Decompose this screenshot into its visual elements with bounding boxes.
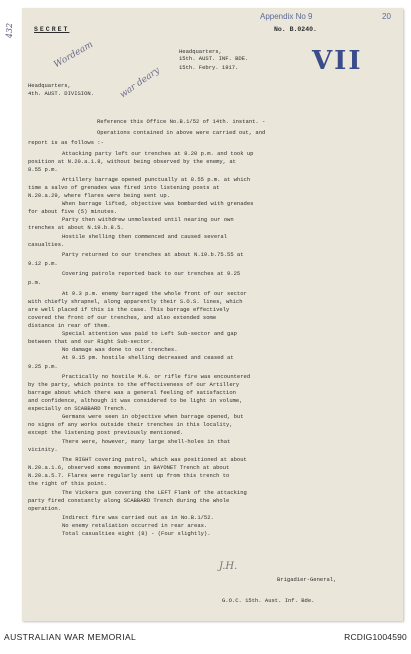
body-line: except the listening post previously mentioned.: [28, 429, 184, 436]
body-line: When barrage lifted, objective was bombarded with grenades: [62, 200, 254, 207]
body-line: 8.55 p.m.: [28, 166, 58, 173]
body-line: The Vickers gun covering the LEFT Flank of the attacking: [62, 489, 247, 496]
body-line: At 9.3 p.m. enemy barraged the whole front of our sector: [62, 290, 247, 297]
body-line: and confidence, although it was considered to be light in volume,: [28, 397, 243, 404]
body-line: barrage about which there was a general feeling of satisfaction: [28, 389, 236, 396]
body-line: trenches at about N.19.b.8.5.: [28, 224, 124, 231]
body-line: Artillery barrage opened punctually at 8.55 p.m. at which: [62, 176, 251, 183]
body-line: covered the front of our trenches, and also extended some: [28, 314, 217, 321]
body-line: At 9.15 pm. hostile shelling decreased and ceased at: [62, 354, 234, 361]
margin-number: 432: [5, 22, 15, 39]
body-line: time a salvo of grenades was fired into listening posts at: [28, 184, 220, 191]
from-line-3: 15th. Febry. 1917.: [179, 64, 239, 71]
signature-initials: J.H.: [219, 561, 238, 572]
body-line: 9.25 p.m.: [28, 363, 58, 370]
body-line: Special attention was paid to Left Sub-sector and gap: [62, 330, 237, 337]
body-line: especially on SCABBARD Trench.: [28, 405, 128, 412]
signature-position: G.O.C. 15th. Aust. Inf. Bde.: [222, 597, 315, 604]
body-line: p.m.: [28, 279, 42, 286]
body-line: Party returned to our trenches at about N.19.b.75.55 at: [62, 251, 244, 258]
body-line: N.20.a.29, where flares were being sent up.: [28, 192, 170, 199]
from-line-2: 15th. AUST. INF. BDE.: [179, 55, 249, 62]
from-line-1: Headquarters,: [179, 48, 222, 55]
body-line: between that and our Right Sub-sector.: [28, 338, 154, 345]
body-line: Reference this Office No.B.1/52 of 14th. instant. -: [97, 118, 266, 125]
handwritten-note-2: war deary: [118, 65, 162, 101]
body-line: for about five (5) minutes.: [28, 208, 118, 215]
body-line: Hostile shelling then commenced and caused several: [62, 233, 228, 240]
body-line: vicinity.: [28, 446, 58, 453]
body-line: No damage was done to our trenches.: [62, 346, 178, 353]
body-line: by the party, which points to the effectiveness of our Artillery: [28, 381, 240, 388]
archive-footer: [0, 624, 411, 654]
archive-name: AUSTRALIAN WAR MEMORIAL: [4, 632, 137, 642]
to-line-2: 4th. AUST. DIVISION.: [28, 90, 95, 97]
body-line: The RIGHT covering patrol, which was positioned at about: [62, 456, 247, 463]
body-line: N.20.a.5.7. Flares were regularly sent up from this trench to: [28, 472, 230, 479]
handwritten-note-1: Wordeam: [52, 39, 95, 71]
appendix-annotation: Appendix No 9: [260, 12, 313, 21]
body-line: Attacking party left our trenches at 8.20 p.m. and took up: [62, 150, 254, 157]
secret-marking: SECRET: [34, 26, 70, 33]
body-line: Practically no hostile M.G. or rifle fire was encountered: [62, 373, 251, 380]
body-line: No enemy retaliation occurred in rear areas.: [62, 522, 208, 529]
body-line: position at N.20.a.1.8, without being observed by the enemy, at: [28, 158, 236, 165]
body-line: party fired constantly along SCABBARD Trench during the whole: [28, 497, 230, 504]
body-line: N.20.a.1.6, observed some movement in BAYONET Trench at about: [28, 464, 230, 471]
body-line: Total casualties eight (8) - (Four slightly).: [62, 530, 211, 537]
body-line: Indirect fire was carried out as in No.B.1/52.: [62, 514, 214, 521]
roman-numeral-stamp: VII: [312, 46, 363, 76]
body-line: Covering patrols reported back to our trenches at 9.25: [62, 270, 241, 277]
body-line: Party then withdrew unmolested until nearing our own: [62, 216, 234, 223]
body-line: 9.12 p.m.: [28, 260, 58, 267]
document-page: [5, 8, 403, 621]
body-line: Operations contained in above were carried out, and: [97, 129, 266, 136]
body-line: There were, however, many large shell-holes in that: [62, 438, 231, 445]
body-line: operation.: [28, 505, 62, 512]
body-line: report is as follows :-: [28, 139, 104, 146]
body-line: the right of this point.: [28, 480, 108, 487]
reference-number: No. B.0240.: [274, 26, 317, 33]
page-number: 20: [382, 12, 391, 21]
body-line: no signs of any works outside their trenches in this locality,: [28, 421, 233, 428]
body-line: casualties.: [28, 241, 65, 248]
body-line: distance in rear of them.: [28, 322, 111, 329]
body-line: with chiefly shrapnel, along apparently their S.O.S. lines, which: [28, 298, 243, 305]
signature-title: Brigadier-General,: [277, 576, 337, 583]
body-line: are well placed if this is the case. This barrage effectively: [28, 306, 230, 313]
to-line-1: Headquarters,: [28, 82, 71, 89]
body-line: Germans were seen in objective when barrage opened, but: [62, 413, 244, 420]
record-id: RCDIG1004590: [344, 632, 407, 642]
